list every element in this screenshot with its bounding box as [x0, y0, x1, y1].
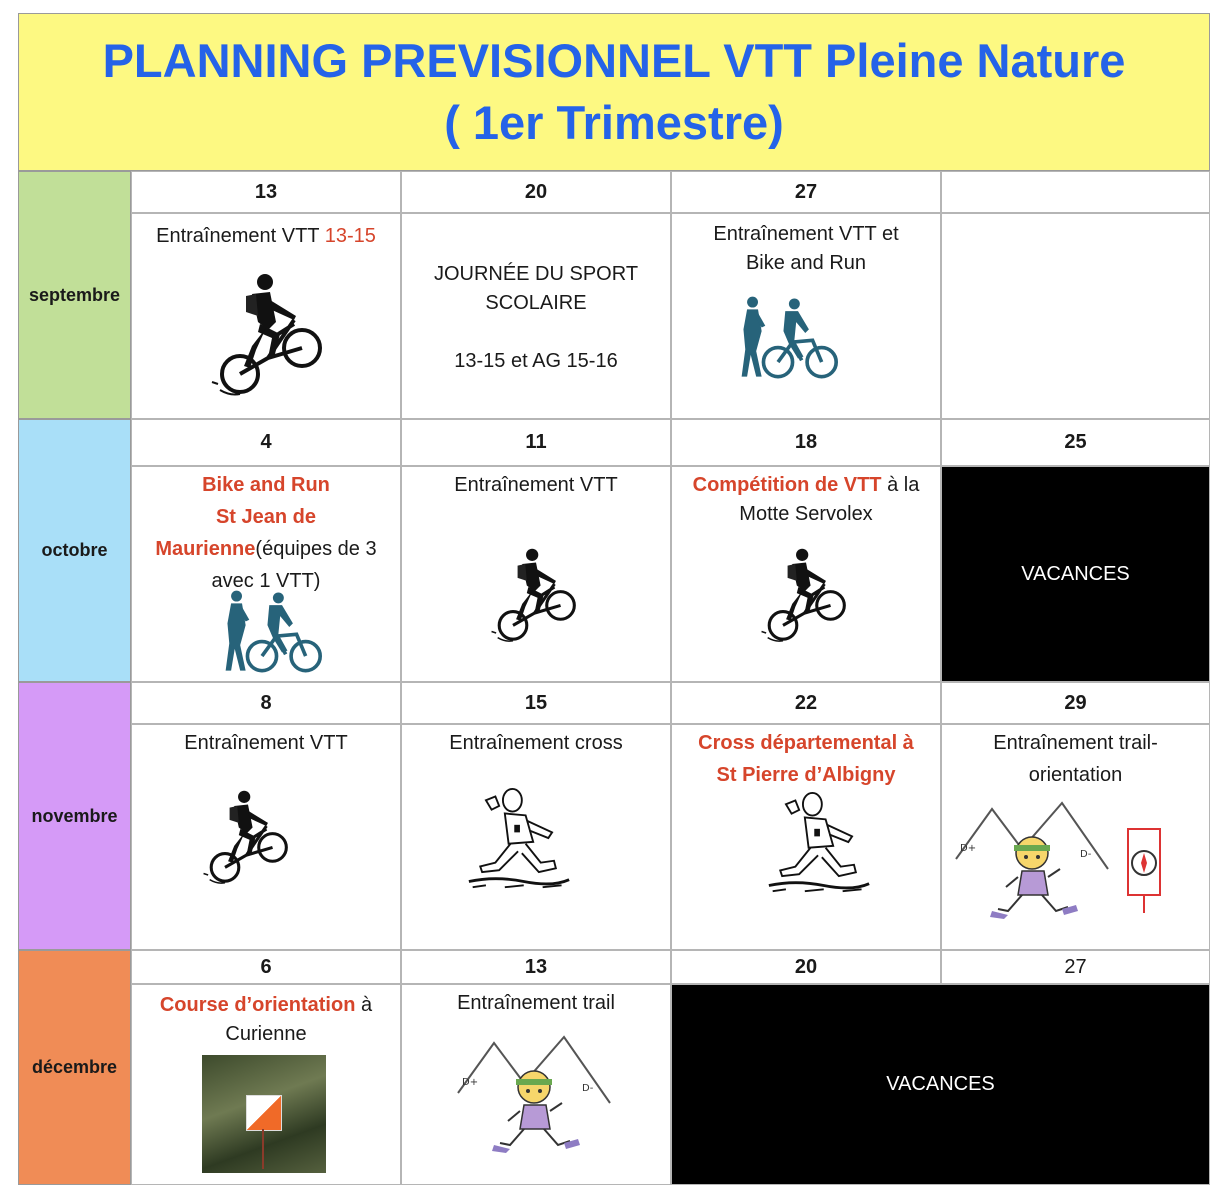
cross-runner-icon	[764, 791, 874, 895]
day-header: 22	[671, 682, 941, 724]
day-header: 25	[941, 419, 1210, 466]
month-decembre: décembre	[18, 950, 131, 1185]
empty-cell	[941, 213, 1210, 419]
day-header: 13	[401, 950, 671, 984]
event-highlight: Maurienne	[155, 538, 256, 560]
day-header: 8	[131, 682, 401, 724]
vacation-block: VACANCES	[941, 466, 1210, 682]
month-septembre: septembre	[18, 171, 131, 419]
bike-and-run-icon	[222, 587, 322, 677]
event-cell	[401, 466, 671, 682]
day-header: 18	[671, 419, 941, 466]
event-cell	[131, 984, 401, 1185]
event-highlight: 13-15	[324, 225, 376, 247]
event-cell	[671, 466, 941, 682]
orienteering-flag-photo	[202, 1055, 326, 1173]
day-header-empty	[941, 171, 1210, 213]
event-cell	[131, 213, 401, 419]
cross-runner-icon	[464, 787, 574, 891]
event-text: à la	[881, 474, 920, 496]
mountain-biker-icon	[490, 547, 582, 647]
event-highlight: Cross départemental à	[698, 732, 914, 754]
title-banner	[18, 13, 1210, 171]
event-text: (équipes de 3	[255, 538, 377, 560]
event-text: Entraînement trail-	[993, 732, 1158, 754]
event-highlight: St Jean de	[215, 506, 317, 528]
event-text: Bike and Run	[745, 252, 867, 274]
bike-and-run-icon	[738, 292, 838, 384]
event-text: Entraînement VTT	[184, 732, 348, 754]
event-text: Entraînement cross	[449, 732, 623, 754]
event-cell	[401, 984, 671, 1185]
day-header: 27	[941, 950, 1210, 984]
event-text: orientation	[1028, 764, 1123, 786]
trail-runner-icon	[454, 1033, 614, 1163]
event-text: à	[355, 994, 373, 1016]
mountain-biker-icon	[760, 545, 852, 649]
event-cell	[671, 724, 941, 950]
day-header: 15	[401, 682, 671, 724]
mountain-biker-icon	[202, 787, 294, 891]
event-cell	[671, 213, 941, 419]
compass-icon	[1124, 825, 1164, 915]
day-header: 4	[131, 419, 401, 466]
event-text: Entraînement trail	[457, 992, 615, 1014]
event-text: Entraînement VTT	[454, 474, 618, 496]
event-cell	[941, 724, 1210, 950]
event-cell	[401, 213, 671, 419]
event-text: avec 1 VTT)	[211, 570, 321, 592]
event-text: Entraînement VTT	[156, 225, 325, 247]
trail-runner-icon	[952, 799, 1112, 929]
event-text: JOURNÉE DU SPORT	[433, 263, 639, 285]
month-octobre: octobre	[18, 419, 131, 682]
month-novembre: novembre	[18, 682, 131, 950]
vacation-block: VACANCES	[671, 984, 1210, 1185]
day-header: 11	[401, 419, 671, 466]
day-header: 27	[671, 171, 941, 213]
day-header: 29	[941, 682, 1210, 724]
event-text: 13-15 et AG 15-16	[454, 350, 618, 372]
title-line-2: ( 1er Trimestre)	[444, 96, 784, 149]
event-text: Entraînement VTT et	[713, 223, 899, 245]
day-header: 20	[401, 171, 671, 213]
title-line-1: PLANNING PREVISIONNEL VTT Pleine Nature	[102, 34, 1126, 87]
event-text: Motte Servolex	[739, 503, 873, 525]
event-text: Curienne	[225, 1023, 307, 1045]
event-text: SCOLAIRE	[485, 292, 587, 314]
event-cell	[131, 466, 401, 682]
day-header: 6	[131, 950, 401, 984]
event-highlight: Bike and Run	[202, 474, 330, 496]
event-highlight: Course d’orientation	[159, 994, 356, 1016]
day-header: 20	[671, 950, 941, 984]
mountain-biker-icon	[210, 272, 330, 402]
event-cell	[401, 724, 671, 950]
event-cell	[131, 724, 401, 950]
event-highlight: St Pierre d’Albigny	[716, 764, 896, 786]
event-highlight: Compétition de VTT	[692, 474, 882, 496]
day-header: 13	[131, 171, 401, 213]
